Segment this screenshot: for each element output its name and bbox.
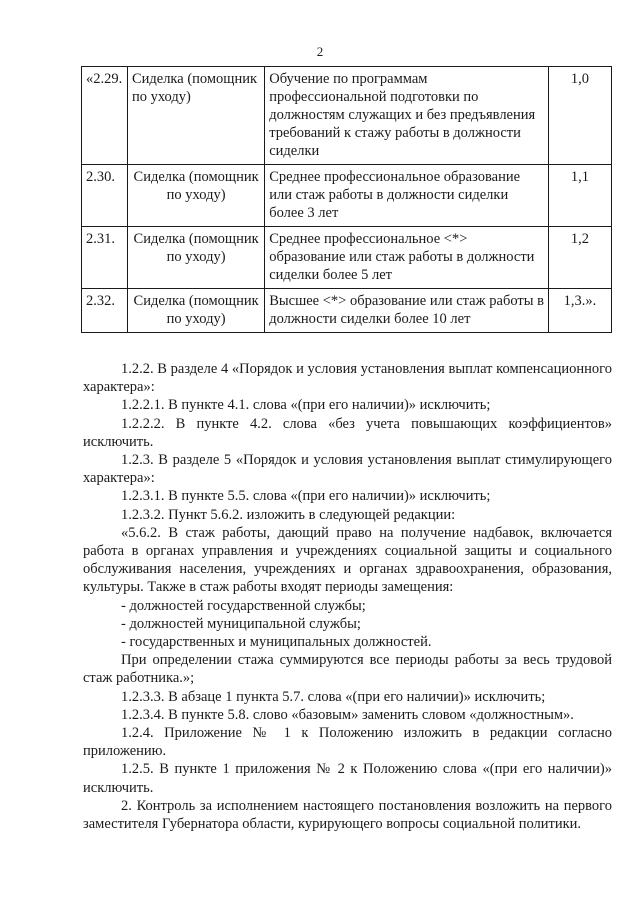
paragraph: 1.2.5. В пункте 1 приложения № 2 к Положению слова «(при его наличии)» исключить.	[83, 761, 612, 796]
table-row	[82, 165, 612, 227]
position-cell: Сиделка (помощник по уходу)	[127, 165, 264, 227]
position-cell: Сиделка (помощник по уходу)	[127, 67, 264, 165]
requirements-cell: Среднее профессиональное образование или стаж работы в должности сиделки более 3 лет	[265, 165, 549, 227]
table-row	[82, 67, 612, 165]
coefficient-cell: 1,1	[548, 165, 611, 227]
paragraph: 1.2.2. В разделе 4 «Порядок и условия установления выплат компенсационного характера»:	[83, 361, 612, 396]
requirements-cell: Высшее <*> образование или стаж работы в должности сиделки более 10 лет	[265, 289, 549, 333]
paragraph: 1.2.3.1. В пункте 5.5. слова «(при его наличии)» исключить;	[121, 488, 491, 505]
list-item: - должностей муниципальной службы;	[121, 615, 361, 632]
position-cell: Сиделка (помощник по уходу)	[127, 227, 264, 289]
row-number: 2.30.	[82, 165, 128, 227]
paragraph: 2. Контроль за исполнением настоящего постановления возложить на первого заместителя Губернатора области, курирующего вопросы социальной политики.	[83, 797, 612, 833]
table-row	[82, 227, 612, 289]
row-number: 2.32.	[82, 289, 128, 333]
paragraph: При определении стажа суммируются все периоды работы за весь трудовой стаж работника.»;	[83, 652, 612, 687]
document-body	[83, 360, 612, 833]
paragraph: 1.2.3. В разделе 5 «Порядок и условия установления выплат стимулирующего характера»:	[83, 452, 612, 487]
coefficient-cell: 1,0	[548, 67, 611, 165]
row-number: «2.29.	[82, 67, 128, 165]
coefficient-cell: 1,3.».	[548, 289, 611, 333]
requirements-cell: Среднее профессиональное <*> образование или стаж работы в должности сиделки более 5 лет	[265, 227, 549, 289]
list-item: - должностей государственной службы;	[121, 597, 366, 614]
page-number: 2	[316, 44, 324, 59]
paragraph: 1.2.3.2. Пункт 5.6.2. изложить в следующей редакции:	[121, 506, 456, 523]
coefficient-cell: 1,2	[548, 227, 611, 289]
qualification-table	[81, 66, 612, 333]
paragraph: 1.2.3.3. В абзаце 1 пункта 5.7. слова «(при его наличии)» исключить;	[121, 688, 546, 705]
paragraph: 1.2.3.4. В пункте 5.8. слово «базовым» заменить словом «должностным».	[121, 706, 574, 723]
paragraph: 1.2.4. Приложение № 1 к Положению изложить в редакции согласно приложению.	[83, 725, 612, 760]
paragraph: «5.6.2. В стаж работы, дающий право на получение надбавок, включается работа в органах управления и учреждениях социальной защиты и социального обслуживания населения, учреждениях и органах здравоохранения, образования, культуры. Также в стаж работы входят периоды замещения:	[83, 524, 612, 596]
position-cell: Сиделка (помощник по уходу)	[127, 289, 264, 333]
paragraph: 1.2.2.1. В пункте 4.1. слова «(при его наличии)» исключить;	[121, 397, 491, 414]
paragraph: 1.2.2.2. В пункте 4.2. слова «без учета повышающих коэффициентов» исключить.	[83, 415, 612, 450]
table-row	[82, 289, 612, 333]
requirements-cell: Обучение по программам профессиональной подготовки по должностям служащих и без предъявления требований к стажу работы в должности сиделки	[265, 67, 549, 165]
row-number: 2.31.	[82, 227, 128, 289]
list-item: - государственных и муниципальных должностей.	[121, 634, 432, 651]
